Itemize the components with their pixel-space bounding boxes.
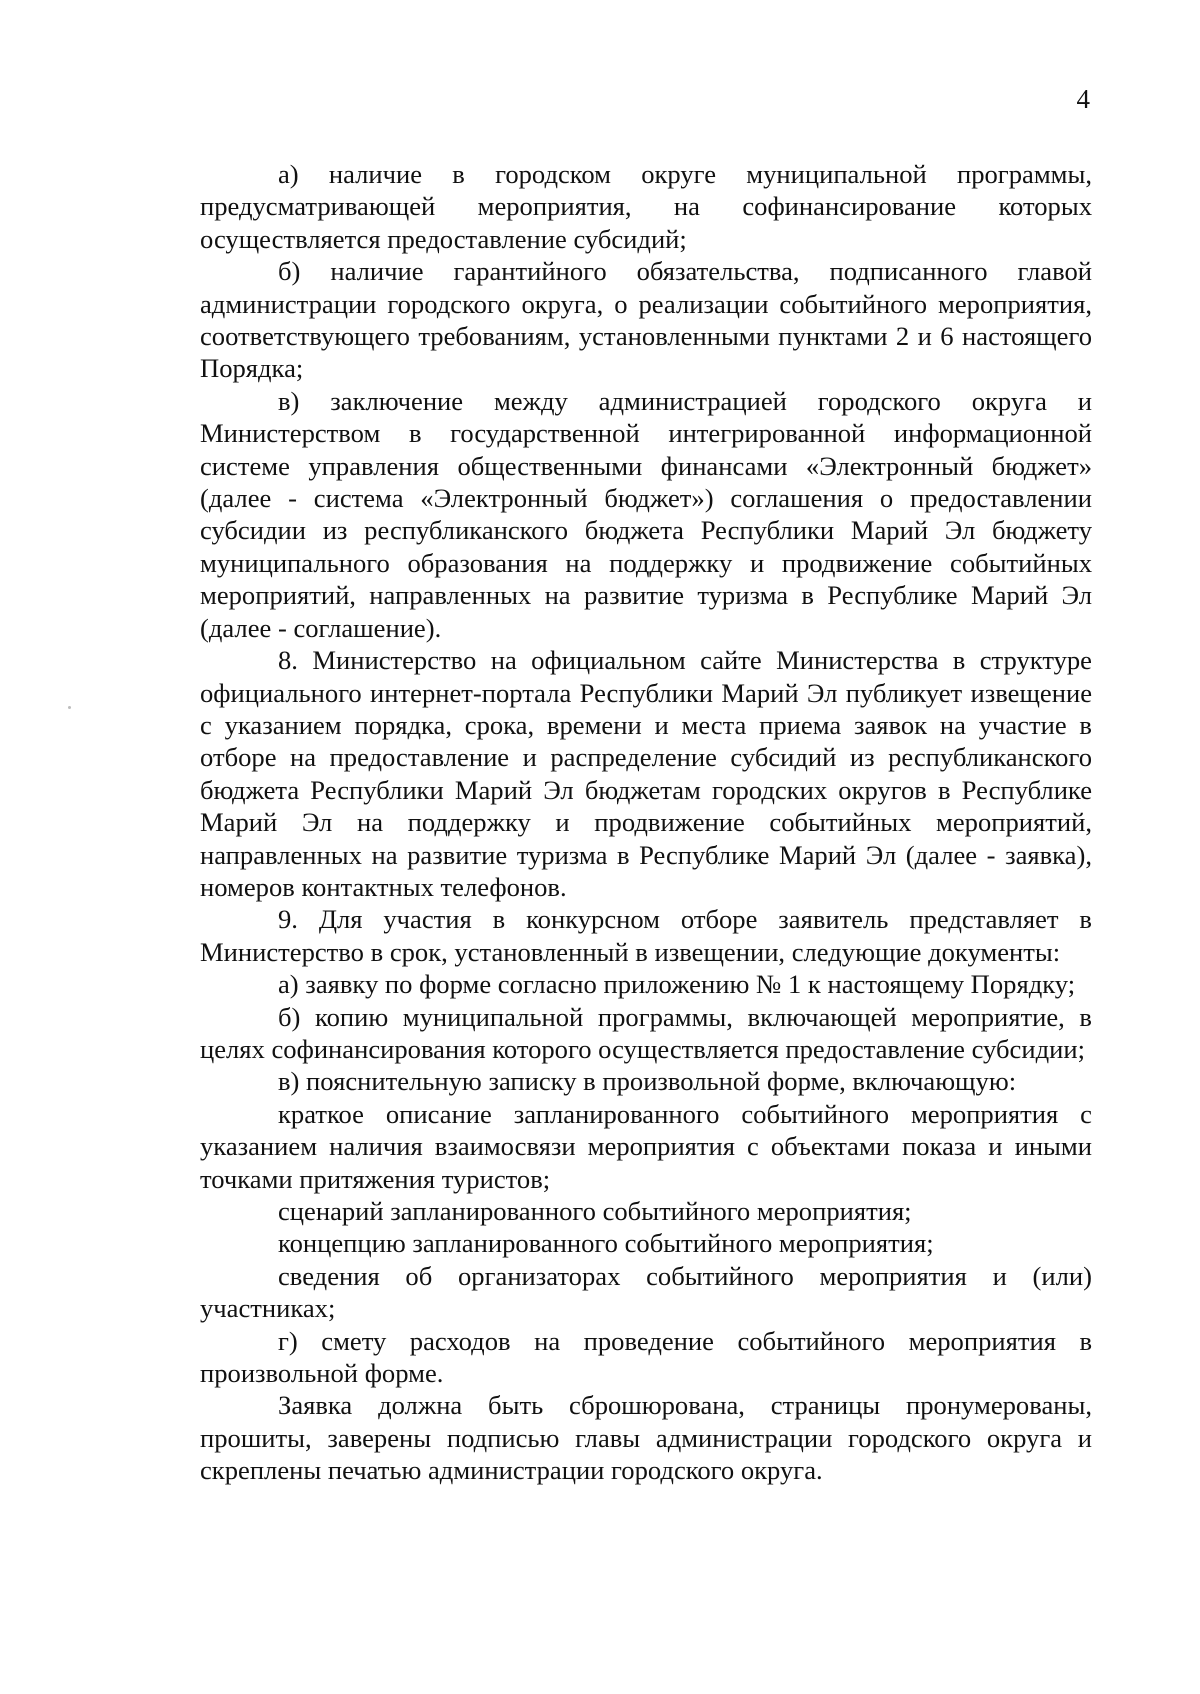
paragraph-application-binding: Заявка должна быть сброшюрована, страницы пронумерованы, прошиты, заверены подписью главы администрации городского округа и скреплены печатью администрации городского округа. — [200, 1390, 1092, 1486]
page-number: 4 — [1076, 84, 1090, 114]
paragraph-event-organizers: сведения об организаторах событийного мероприятия и (или) участниках; — [200, 1260, 1092, 1324]
paragraph-v-agreement: в) заключение между администрацией городского округа и Министерством в государственной интегрированной информационной системе управления общественными финансами «Электронный бюджет» (далее - система «Электронный бюджет») соглашения о предоставлении субсидии из республиканского бюджета Республики Марий Эл бюджету муниципального образования на поддержку и продвижение событийных мероприятий, направленных на развитие туризма в Республике Марий Эл (далее - соглашение). — [200, 385, 1092, 643]
paragraph-a-municipal-program: а) наличие в городском округе муниципальной программы, предусматривающей мероприятия, на софинансирование которых осуществляется предоставление субсидий; — [200, 159, 1092, 254]
paragraph-b-guarantee-obligation: б) наличие гарантийного обязательства, подписанного главой администрации городского округа, о реализации событийного мероприятия, соответствующего требованиям, установленными пунктами 2 и 6 настоящего Порядка; — [200, 256, 1092, 384]
paragraph-event-description: краткое описание запланированного событийного мероприятия с указанием наличия взаимосвязи мероприятия с объектами показа и иными точками притяжения туристов; — [200, 1098, 1092, 1194]
paragraph-g-cost-estimate: г) смету расходов на проведение событийного мероприятия в произвольной форме. — [200, 1325, 1092, 1389]
paragraph-8-notice: 8. Министерство на официальном сайте Министерства в структуре официального интернет-портала Республики Марий Эл публикует извещение с указанием порядка, срока, времени и места приема заявок на участие в отборе на предоставление и распределение субсидий из республиканского бюджета Республики Марий Эл бюджетам городских округов в Республике Марий Эл на поддержку и продвижение событийных мероприятий, направленных на развитие туризма в Республике Марий Эл (далее - заявка), номеров контактных телефонов. — [200, 645, 1092, 902]
paragraph-v-explanatory-note: в) пояснительную записку в произвольной форме, включающую: — [278, 1066, 1017, 1097]
paragraph-9-documents: 9. Для участия в конкурсном отборе заявитель представляет в Министерство в срок, установленный в извещении, следующие документы: — [200, 904, 1092, 967]
paragraph-event-concept: концепцию запланированного событийного мероприятия; — [278, 1228, 934, 1259]
paragraph-b-program-copy: б) копию муниципальной программы, включающей мероприятие, в целях софинансирования которого осуществляется предоставление субсидии; — [200, 1001, 1092, 1064]
document-body — [200, 158, 1092, 1487]
paragraph-a-application: а) заявку по форме согласно приложению № 1 к настоящему Порядку; — [278, 969, 1076, 1000]
scan-speck — [68, 706, 71, 709]
paragraph-event-scenario: сценарий запланированного событийного мероприятия; — [278, 1196, 912, 1226]
